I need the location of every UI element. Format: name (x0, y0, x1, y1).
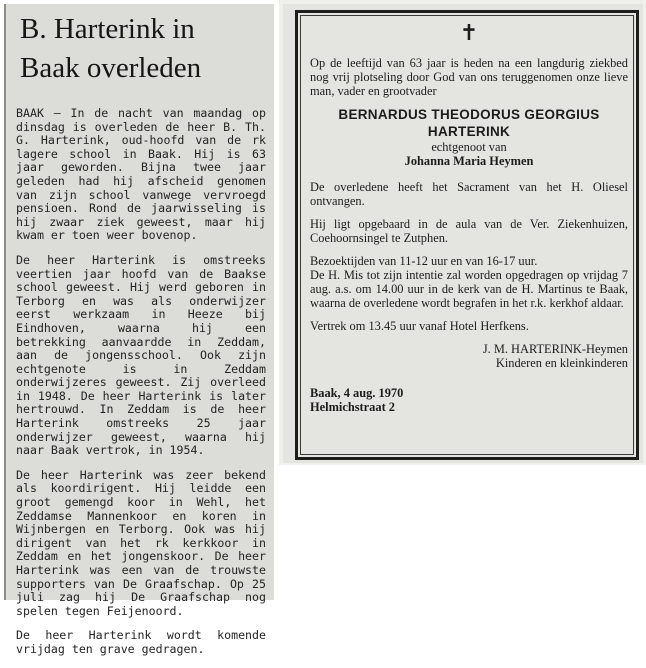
funeral-mass-text: De H. Mis tot zijn intentie zal worden opgedragen op vrijdag 7 aug. a.s. om 14.00 uur in de kerk van de H. Martinus te Baak, waarna de overledene wordt begrafen in het r.k. kerkhof aldaar. (310, 268, 628, 310)
spouse-label: echtgenoot van (431, 140, 507, 154)
article-paragraph: BAAK — In de nacht van maandag op dinsdag is overleden de heer B. Th. G. Harterink, oud-hoofd van de rk lagere school in Baak. Hij is 63 jaar geworden. Bijna twee jaar geleden had hij afscheid genomen van zijn school vanwege vervroegd pensioen. Rond de jaarwisseling is hij zwaar ziek geweest, maar hij kwam er toen weer bovenop. (16, 106, 266, 243)
sacrament-text: De overledene heeft het Sacrament van het H. Oliesel ontvangen. (310, 180, 628, 208)
headline-line-2: Baak overleden (20, 52, 202, 84)
article-paragraph: De heer Harterink is omstreeks veertien jaar hoofd van de Baakse school geweest. Hij werd geboren in Terborg en was als onderwijzer eerst werkzaam in Heeze bij Eindhoven, waarna hij een betrekking aanvaardde in Zeddam, aan de jongensschool. Ook zijn echtgenote is in Zeddam onderwijzeres geweest. Zij overleed in 1948. De heer Harterink is later hertrouwd. In Zeddam is de heer Harterink omstreeks 25 jaar onderwijzer geweest, waarna hij naar Baak vertrok, in 1954. (16, 252, 266, 458)
death-notice (310, 22, 628, 414)
article-paragraph: De heer Harterink wordt komende vrijdag ten grave gedragen. (16, 628, 266, 656)
lying-in-state-text: Hij ligt opgebaard in de aula van de Ver. Ziekenhuizen, Coehoornsingel te Zutphen. (310, 217, 628, 245)
deceased-name-line-1: BERNARDUS THEODORUS GEORGIUS (338, 107, 600, 122)
family-line: Kinderen en kleinkinderen (495, 356, 628, 370)
deceased-name-line-2: HARTERINK (427, 124, 511, 139)
article-body (16, 107, 266, 668)
notice-intro: Op de leeftijd van 63 jaar is heden na een langdurig ziekbed nog vrij plotseling door God van ons teruggenomen onze lieve man, vader en grootvader (310, 56, 628, 98)
spouse-name: Johanna Maria Heymen (404, 154, 534, 168)
headline-line-1: B. Harterink in (20, 13, 195, 45)
deceased-name (310, 106, 628, 140)
cross-icon: ✝ (459, 20, 479, 45)
place-date: Baak, 4 aug. 1970 (310, 386, 404, 400)
visiting-hours-text: Bezoektijden van 11-12 uur en van 16-17 uur. (310, 254, 538, 268)
address: Helmichstraat 2 (310, 400, 395, 414)
signature: J. M. HARTERINK-Heymen (482, 342, 628, 356)
departure-text: Vertrek om 13.45 uur vanaf Hotel Herfkens. (310, 319, 529, 333)
article-paragraph: De heer Harterink was zeer bekend als koordirigent. Hij leidde een groot gemengd koor in Wehl, het Zeddamse Mannenkoor en koren in Wijnbergen en Terborg. Ook was hij dirigent van het rk kerkkoor in Zeddam en het jongenskoor. De heer Harterink was een van de trouwste supporters van De Graafschap. Op 25 juli zag hij De Graafschap nog spelen tegen Feijenoord. (16, 467, 266, 618)
article-headline (20, 10, 268, 88)
